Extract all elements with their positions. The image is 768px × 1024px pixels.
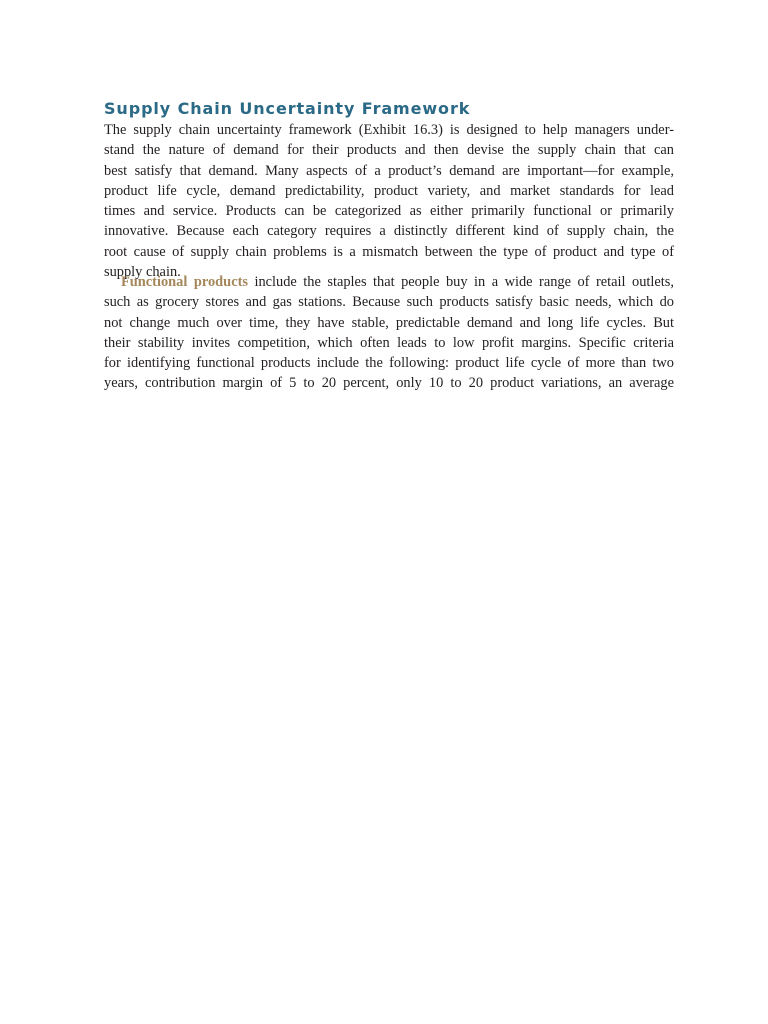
paragraph-line: their stability invites competition, which often leads to low profit margins. Specific criteria — [104, 334, 674, 351]
paragraph-line: times and service. Products can be categorized as either primarily functional or primarily — [104, 203, 674, 220]
paragraph-first-line — [104, 272, 674, 292]
paragraph-line: product life cycle, demand predictability, product variety, and market standards for lead — [104, 182, 674, 199]
paragraph-1 — [104, 120, 674, 282]
paragraph-text: include the staples that people buy in a wide range of retail outlets, — [247, 274, 674, 290]
paragraph-line: innovative. Because each category requires a distinctly different kind of supply chain, the — [104, 223, 674, 240]
paragraph-line: The supply chain uncertainty framework (Exhibit 16.3) is designed to help managers under- — [104, 122, 674, 138]
paragraph-line: supply chain. — [104, 264, 181, 281]
paragraph-line: stand the nature of demand for their products and then devise the supply chain that can — [104, 142, 674, 159]
paragraph-line: such as grocery stores and gas stations. Because such products satisfy basic needs, which do — [104, 294, 674, 311]
key-term: Functional products — [121, 274, 248, 290]
paragraph-line: years, contribution margin of 5 to 20 percent, only 10 to 20 product variations, an average — [104, 375, 674, 392]
paragraph-line: for identifying functional products include the following: product life cycle of more than two — [104, 355, 674, 372]
paragraph-line: not change much over time, they have stable, predictable demand and long life cycles. But — [104, 314, 674, 331]
paragraph-2 — [104, 272, 674, 394]
paragraph-line: root cause of supply chain problems is a mismatch between the type of product and type of — [104, 243, 674, 260]
paragraph-line: best satisfy that demand. Many aspects of a product’s demand are important—for example, — [104, 162, 674, 179]
section-heading: Supply Chain Uncertainty Framework — [104, 99, 471, 118]
